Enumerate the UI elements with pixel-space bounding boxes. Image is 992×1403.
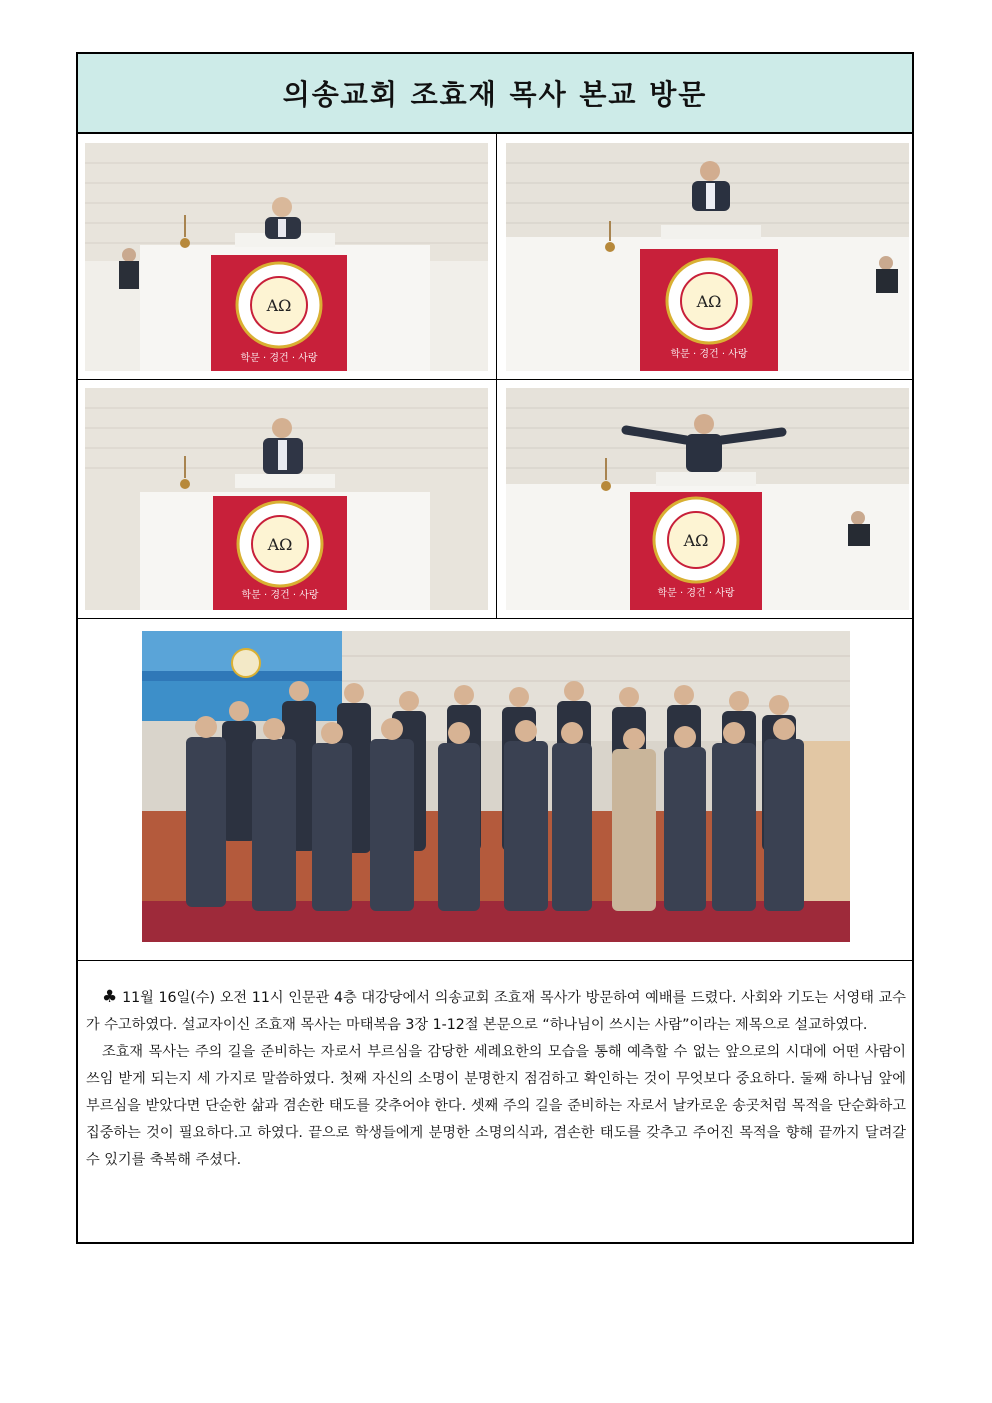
svg-text:AΩ: AΩ: [683, 531, 709, 550]
svg-text:학문 · 경건 · 사랑: 학문 · 경건 · 사랑: [241, 590, 319, 601]
article-frame: [76, 52, 914, 1244]
svg-text:AΩ: AΩ: [266, 296, 292, 315]
photo-sermon-4: [506, 388, 909, 610]
photo-sermon-3: [85, 388, 488, 610]
svg-text:AΩ: AΩ: [696, 292, 722, 311]
article-paragraph-1: ♣ 11월 16일(수) 오전 11시 인문관 4층 대강당에서 의송교회 조효재 목사가 방문하여 예배를 드렸다. 사회와 기도는 서영태 교수가 수고하였다. 설교자이신 조효재 목사는 마태복음 3장 1-12절 본문으로 “하나님이 쓰시는 사람”이라는 제목으로 설교하였다.: [86, 987, 906, 1033]
svg-text:학문 · 경건 · 사랑: 학문 · 경건 · 사랑: [657, 588, 735, 599]
svg-text:학문 · 경건 · 사랑: 학문 · 경건 · 사랑: [240, 353, 318, 364]
title-row: [78, 54, 912, 134]
club-icon: ♣: [102, 987, 118, 1007]
svg-text:학문 · 경건 · 사랑: 학문 · 경건 · 사랑: [670, 349, 748, 360]
page-title: 의송교회 조효재 목사 본교 방문: [282, 78, 708, 111]
photo-sermon-1: [85, 143, 488, 371]
article-body: [86, 984, 906, 1174]
svg-text:AΩ: AΩ: [267, 535, 293, 554]
photo-sermon-2: [506, 143, 909, 371]
article-paragraph-2: 조효재 목사는 주의 길을 준비하는 자로서 부르심을 감당한 세례요한의 모습을 통해 예측할 수 없는 앞으로의 시대에 어떤 사람이 쓰임 받게 되는지 세 가지로 말씀하였다. 첫째 자신의 소명이 분명한지 점검하고 확인하는 것이 무엇보다 중요하다. 둘째 하나님 앞에 부르심을 받았다면 단순한 삶과 겸손한 태도를 갖추어야 한다. 셋째 주의 길을 준비하는 자로서 날카로운 송곳처럼 목적을 단순화하고 집중하는 것이 필요하다.고 하였다. 끝으로 학생들에게 분명한 소명의식과, 겸손한 태도를 갖추고 주어진 목적을 향해 끝까지 달려갈 수 있기를 축복해 주셨다.: [86, 1044, 906, 1168]
photo-grid: [78, 134, 912, 618]
group-photo: [142, 631, 850, 942]
